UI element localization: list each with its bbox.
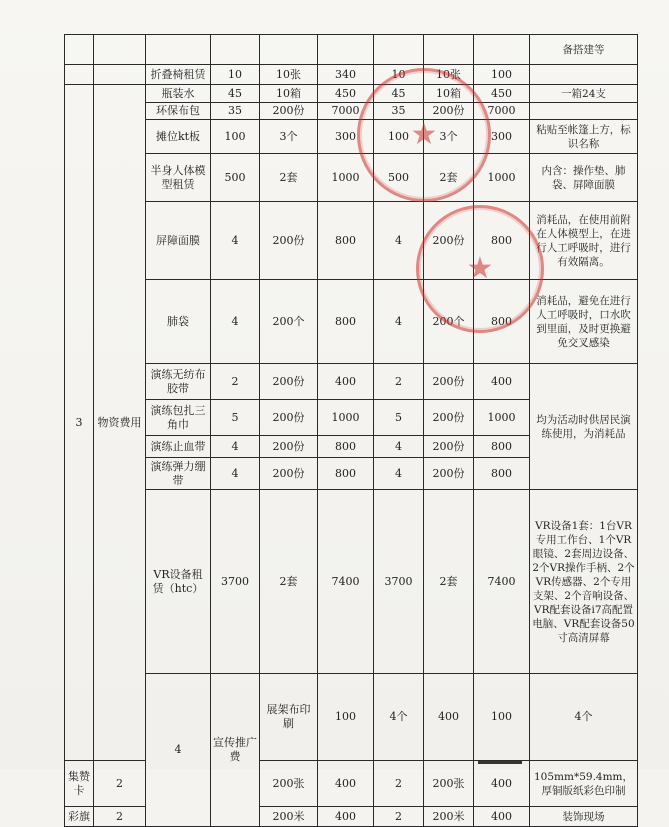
unit-price: 4: [211, 436, 260, 458]
table-row: [65, 65, 638, 85]
approved-price: 3700: [374, 490, 424, 674]
amount: 800: [318, 436, 374, 458]
unit-price: 100: [211, 120, 260, 154]
approved-amount: 1000: [474, 154, 530, 202]
remark-cell: 装饰现场: [530, 807, 638, 827]
item-name: 演练包扎三角巾: [146, 400, 211, 436]
approved-amount: 1000: [474, 400, 530, 436]
remark-cell: 内含：操作垫、肺袋、屏障面膜: [530, 154, 638, 202]
approved-qty: 4个: [530, 674, 638, 761]
table-row: [65, 35, 638, 65]
approved-qty: 200份: [424, 364, 474, 400]
approved-qty: 2套: [424, 154, 474, 202]
table-row: [65, 85, 638, 103]
item-name: VR设备租赁（htc）: [146, 490, 211, 674]
amount: 400: [318, 761, 374, 807]
table-row: [65, 154, 638, 202]
unit-price: 4: [211, 458, 260, 490]
quantity: 3个: [260, 120, 318, 154]
approved-qty: 200份: [424, 458, 474, 490]
remark-cell: 消耗品，避免在进行人工呼吸时，口水吹到里面，及时更换避免交叉感染: [530, 280, 638, 364]
approved-amount: 7400: [474, 490, 530, 674]
unit-price: 4: [211, 280, 260, 364]
remark-cell: VR设备1套：1台VR专用工作台、1个VR眼镜、2套周边设备、2个VR操作手柄、2个VR传感器、2个专用支架、2个音响设备、VR配套设备i7高配置电脑、VR配套设备50寸高清屏幕: [530, 490, 638, 674]
remark-cell: 均为活动时供居民演练使用，为消耗品: [530, 364, 638, 490]
quantity: 200份: [260, 458, 318, 490]
approved-price: 4: [374, 436, 424, 458]
quantity: 200份: [260, 436, 318, 458]
approved-amount: 800: [474, 436, 530, 458]
approved-qty: 10箱: [424, 85, 474, 103]
amount: 400: [424, 674, 474, 761]
amount: 7400: [318, 490, 374, 674]
group-name: 宣传推广费: [211, 674, 260, 827]
approved-price: 2: [374, 761, 424, 807]
quantity: 200份: [260, 103, 318, 120]
group-number: 4: [146, 674, 211, 827]
quantity: 10张: [260, 65, 318, 85]
item-name: 彩旗: [65, 807, 94, 827]
unit-price: 2: [211, 364, 260, 400]
group-name: 物资费用: [94, 85, 146, 761]
quantity: 200米: [260, 807, 318, 827]
item-name: 演练止血带: [146, 436, 211, 458]
approved-qty: 2套: [424, 490, 474, 674]
approved-qty: 200份: [424, 400, 474, 436]
unit-price: 2: [94, 807, 146, 827]
item-name: 展架布印刷: [260, 674, 318, 761]
table-row: [65, 490, 638, 674]
unit-price: 45: [211, 85, 260, 103]
approved-qty: 10张: [424, 65, 474, 85]
approved-qty: 200份: [424, 103, 474, 120]
item-name: 屏障面膜: [146, 202, 211, 280]
item-name: 瓶装水: [146, 85, 211, 103]
remark-cell: 消耗品，在使用前附在人体模型上，在进行人工呼吸时，进行有效隔离。: [530, 202, 638, 280]
item-name: 折叠椅租赁: [146, 65, 211, 85]
item-name: 集赞卡: [65, 761, 94, 807]
amount: 300: [318, 120, 374, 154]
item-name: 环保布包: [146, 103, 211, 120]
group-number: 3: [65, 85, 94, 761]
approved-price: 35: [374, 103, 424, 120]
item-name: 肺袋: [146, 280, 211, 364]
unit-price: 2: [94, 761, 146, 807]
page-mark: [478, 761, 522, 764]
budget-table: [64, 34, 638, 827]
approved-qty: 200份: [424, 202, 474, 280]
amount: 340: [318, 65, 374, 85]
approved-price: 2: [374, 807, 424, 827]
table-row: [65, 120, 638, 154]
approved-amount: 7000: [474, 103, 530, 120]
unit-price: 500: [211, 154, 260, 202]
item-name: 摊位kt板: [146, 120, 211, 154]
quantity: 10箱: [260, 85, 318, 103]
unit-price: 10: [211, 65, 260, 85]
approved-amount: 800: [474, 202, 530, 280]
approved-price: 5: [374, 400, 424, 436]
table-row: [65, 674, 638, 761]
amount: 400: [318, 364, 374, 400]
quantity: 4个: [374, 674, 424, 761]
quantity: 200个: [260, 280, 318, 364]
amount: 1000: [318, 400, 374, 436]
approved-amount: 450: [474, 85, 530, 103]
quantity: 2套: [260, 154, 318, 202]
item-name: 半身人体模型租赁: [146, 154, 211, 202]
amount: 800: [318, 458, 374, 490]
approved-amount: 800: [474, 280, 530, 364]
remark-cell: 105mm*59.4mm，厚铜版纸彩色印制: [530, 761, 638, 807]
remark-cell: 粘贴至帐篷上方，标识名称: [530, 120, 638, 154]
table-row: [65, 103, 638, 120]
approved-price: 100: [374, 120, 424, 154]
approved-amount: 300: [474, 120, 530, 154]
approved-price: 45: [374, 85, 424, 103]
amount: 7000: [318, 103, 374, 120]
amount: 400: [318, 807, 374, 827]
quantity: 200份: [260, 202, 318, 280]
item-name: 演练弹力绷带: [146, 458, 211, 490]
approved-qty: 3个: [424, 120, 474, 154]
unit-price: 5: [211, 400, 260, 436]
seal-star-icon: ★: [410, 117, 438, 152]
unit-price: 100: [318, 674, 374, 761]
approved-qty: 200米: [424, 807, 474, 827]
approved-amount: 400: [474, 807, 530, 827]
unit-price: 3700: [211, 490, 260, 674]
amount: 1000: [318, 154, 374, 202]
item-name: 演练无纺布胶带: [146, 364, 211, 400]
quantity: 2套: [260, 490, 318, 674]
quantity: 200份: [260, 364, 318, 400]
approved-qty: 200个: [424, 280, 474, 364]
table-row: [65, 280, 638, 364]
remark-cell: 一箱24支: [530, 85, 638, 103]
unit-price: 35: [211, 103, 260, 120]
amount: 800: [318, 280, 374, 364]
amount: 800: [318, 202, 374, 280]
approved-qty: 200份: [424, 436, 474, 458]
amount: 450: [318, 85, 374, 103]
approved-amount: 800: [474, 458, 530, 490]
approved-qty: 200张: [424, 761, 474, 807]
approved-amount: 100: [474, 65, 530, 85]
approved-price: 2: [374, 364, 424, 400]
unit-price: 4: [211, 202, 260, 280]
quantity: 200份: [260, 400, 318, 436]
approved-price: 500: [374, 154, 424, 202]
approved-price: 4: [374, 280, 424, 364]
quantity: 200张: [260, 761, 318, 807]
approved-price: 4: [374, 202, 424, 280]
approved-amount: 400: [474, 364, 530, 400]
approved-price: 100: [474, 674, 530, 761]
seal-star-icon: ★: [466, 251, 494, 286]
remark-cell: 备搭建等: [530, 35, 638, 65]
table-row: [65, 202, 638, 280]
table-row: [65, 364, 638, 400]
approved-price: 4: [374, 458, 424, 490]
approved-price: 10: [374, 65, 424, 85]
approved-amount: 400: [474, 761, 530, 807]
